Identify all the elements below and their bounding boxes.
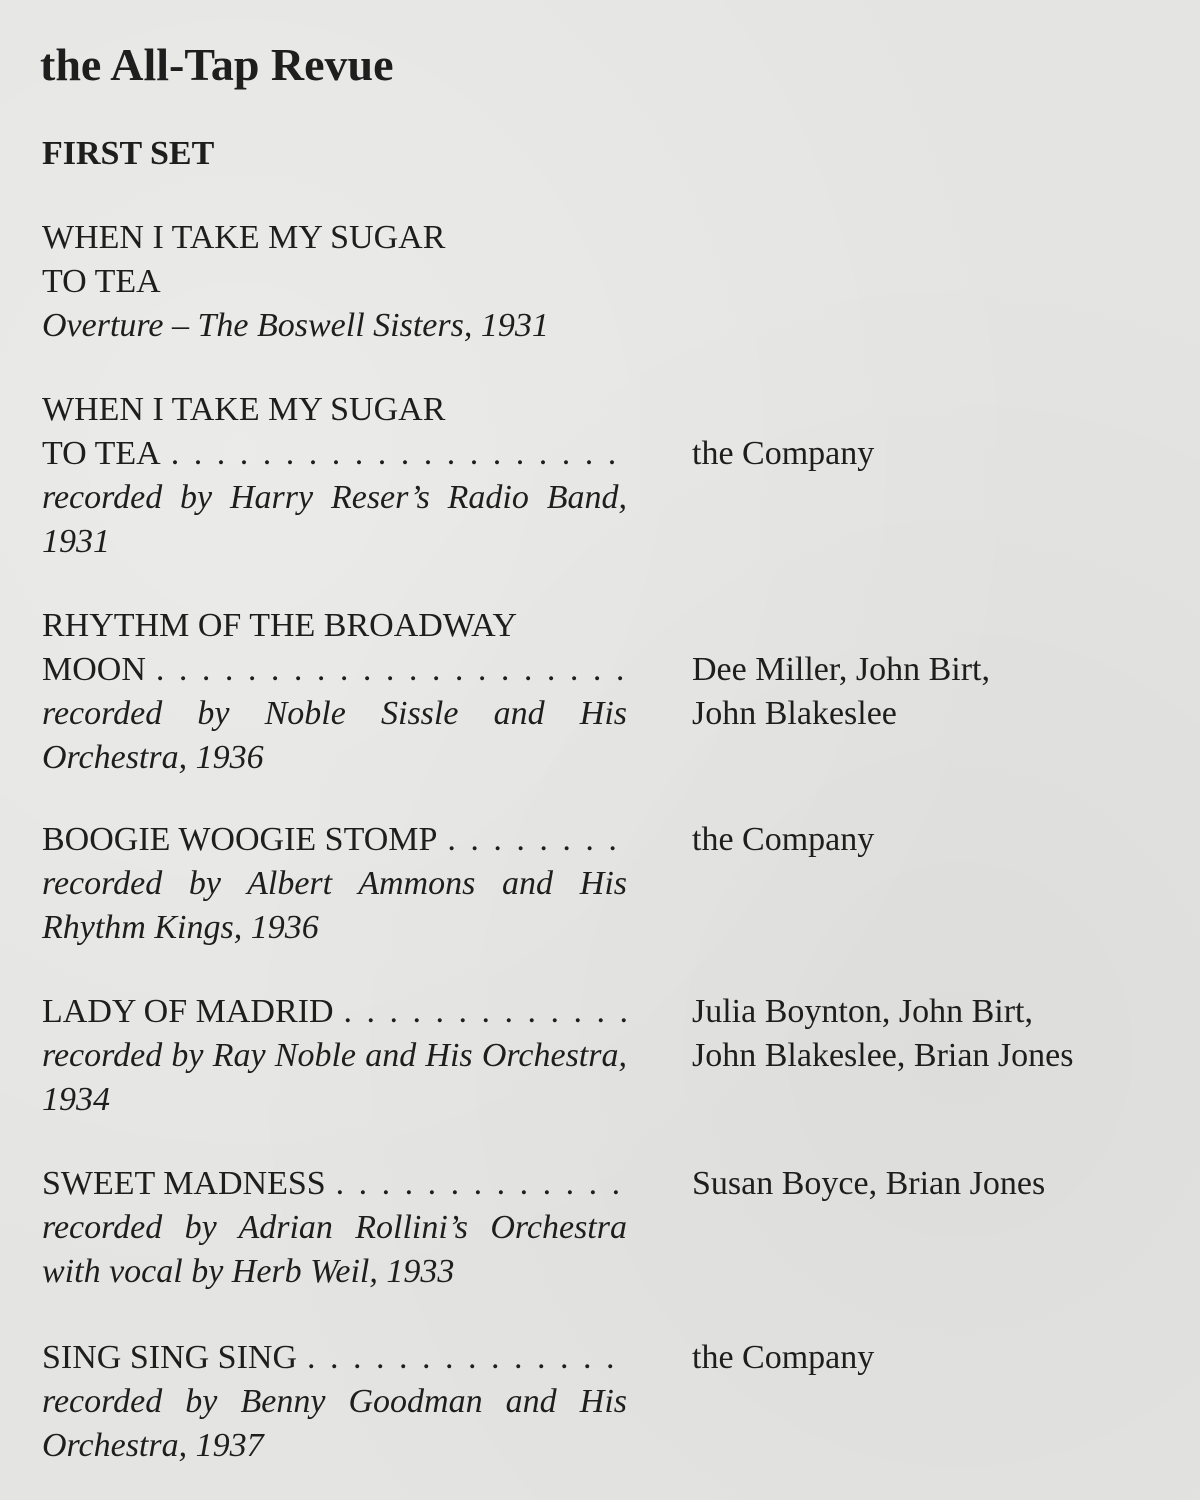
song-title: TO TEA xyxy=(42,263,161,300)
entry-description xyxy=(42,216,627,348)
performer-line: the Company xyxy=(692,435,875,472)
performers xyxy=(692,818,1172,862)
performer-line: Dee Miller, John Birt, xyxy=(692,651,990,688)
performer-line: the Company xyxy=(692,1339,875,1376)
performers xyxy=(692,1162,1172,1206)
program-entry xyxy=(42,1336,1182,1468)
performer-line: John Blakeslee, Brian Jones xyxy=(692,1037,1074,1074)
program-entry xyxy=(42,818,1182,950)
song-title: BOOGIE WOOGIE STOMP xyxy=(42,821,438,858)
program-entry xyxy=(42,216,1182,348)
entry-description xyxy=(42,604,627,780)
song-title: WHEN I TAKE MY SUGAR xyxy=(42,219,446,256)
program-entry xyxy=(42,990,1182,1122)
song-title: SING SING SING xyxy=(42,1339,298,1376)
performer-line: Julia Boynton, John Birt, xyxy=(692,993,1033,1030)
recording-credit: recorded by Ray Noble and His Orchestra, 1934 xyxy=(42,1037,627,1118)
song-title-with-leader xyxy=(42,818,627,862)
entry-description xyxy=(42,818,627,950)
performer-line: John Blakeslee xyxy=(692,695,897,732)
program-entry xyxy=(42,388,1182,564)
performer-line: the Company xyxy=(692,821,875,858)
program-title: the All-Tap Revue xyxy=(40,39,394,90)
song-title: TO TEA xyxy=(42,435,161,472)
entry-description xyxy=(42,990,627,1122)
dot-leader xyxy=(171,432,627,476)
recording-credit: recorded by Albert Ammons and His Rhythm Kings, 1936 xyxy=(42,865,627,946)
song-title: WHEN I TAKE MY SUGAR xyxy=(42,391,446,428)
program-entry xyxy=(42,1162,1182,1294)
entry-description xyxy=(42,388,627,564)
dot-leader xyxy=(307,1336,627,1380)
set-heading: FIRST SET xyxy=(42,135,215,172)
song-title: RHYTHM OF THE BROADWAY xyxy=(42,607,518,644)
song-title-with-leader xyxy=(42,648,627,692)
song-title-with-leader xyxy=(42,432,627,476)
recording-credit: recorded by Benny Goodman and His Orchestra, 1937 xyxy=(42,1383,627,1464)
dot-leader xyxy=(447,818,627,862)
dot-leader xyxy=(156,648,627,692)
song-title: MOON xyxy=(42,651,146,688)
recording-credit: recorded by Noble Sissle and His Orchestra, 1936 xyxy=(42,695,627,776)
recording-credit: recorded by Adrian Rollini’s Orchestra with vocal by Herb Weil, 1933 xyxy=(42,1209,627,1290)
entry-description xyxy=(42,1336,627,1468)
song-title: SWEET MADNESS xyxy=(42,1165,326,1202)
performers xyxy=(692,1336,1172,1380)
song-title: LADY OF MADRID xyxy=(42,993,334,1030)
dot-leader xyxy=(336,1162,627,1206)
song-title-with-leader xyxy=(42,1162,627,1206)
song-title-with-leader xyxy=(42,1336,627,1380)
dot-leader xyxy=(344,990,627,1034)
performers xyxy=(692,990,1172,1078)
performers xyxy=(692,648,1172,736)
recording-credit: Overture – The Boswell Sisters, 1931 xyxy=(42,307,549,344)
program-entry xyxy=(42,604,1182,780)
entry-description xyxy=(42,1162,627,1294)
song-title-with-leader xyxy=(42,990,627,1034)
recording-credit: recorded by Harry Reser’s Radio Band, 1931 xyxy=(42,479,627,560)
performer-line: Susan Boyce, Brian Jones xyxy=(692,1165,1046,1202)
performers xyxy=(692,432,1172,476)
